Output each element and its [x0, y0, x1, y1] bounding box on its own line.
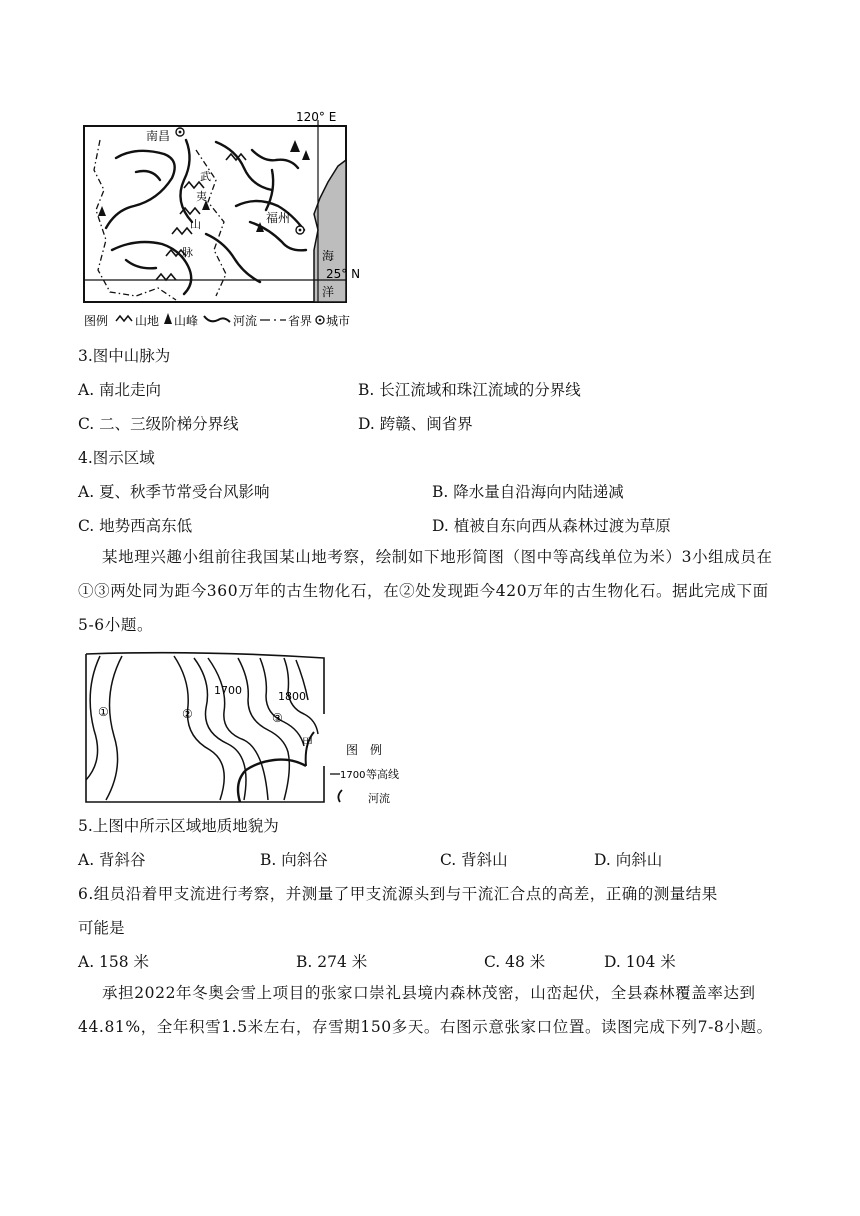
legend-contour-value: 1700: [340, 770, 366, 781]
city-fuzhou-label: 福州: [266, 211, 291, 225]
lon-label: 120° E: [296, 110, 337, 124]
point-3: ③: [272, 711, 283, 725]
q3-option-d: D. 跨赣、闽省界: [358, 415, 473, 433]
legend-peak-icon: [164, 313, 172, 324]
q6-option-d: D. 104 米: [604, 953, 676, 971]
contour-map: [78, 650, 418, 810]
elevation-1800: 1800: [278, 690, 306, 703]
q3-stem: 3.图中山脉为: [78, 347, 171, 365]
q5-option-a: A. 背斜谷: [78, 851, 146, 869]
wuyi-region-map: [76, 110, 366, 332]
legend-mountain: 山地: [135, 314, 160, 328]
point-2: ②: [182, 707, 193, 721]
q6-option-a: A. 158 米: [78, 953, 150, 971]
legend-river-icon: [204, 316, 230, 322]
lat-label: 25° N: [326, 267, 361, 281]
q6-stem-line2: 可能是: [78, 919, 125, 937]
mountain-label-4: 脉: [182, 246, 193, 259]
q5-option-b: B. 向斜谷: [260, 851, 328, 869]
city-nanchang-label: 南昌: [146, 129, 171, 143]
contour-lines: [86, 656, 318, 800]
sea-label-1: 海: [322, 249, 335, 263]
legend-border: 省界: [288, 314, 313, 328]
elevation-1700: 1700: [214, 684, 242, 697]
q6-stem-line1: 6.组员沿着甲支流进行考察，并测量了甲支流源头到与干流汇合点的高差，正确的测量结果: [78, 885, 718, 903]
q3-option-c: C. 二、三级阶梯分界线: [78, 415, 239, 433]
q5-stem: 5.上图中所示区域地质地貌为: [78, 817, 279, 835]
q6-option-c: C. 48 米: [484, 953, 546, 971]
q4-option-d: D. 植被自东向西从森林过渡为草原: [432, 517, 671, 535]
q4-option-b: B. 降水量自沿海向内陆递减: [432, 483, 624, 501]
legend-river-icon-2: [338, 790, 342, 802]
sea-label-2: 洋: [322, 285, 335, 299]
q5-option-d: D. 向斜山: [594, 851, 663, 869]
q5-option-c: C. 背斜山: [440, 851, 508, 869]
main-river: [238, 760, 306, 802]
city-nanchang: [176, 128, 184, 136]
q3-option-a: A. 南北走向: [78, 381, 162, 399]
legend-mountain-icon: [116, 316, 132, 321]
legend-river-2: 河流: [368, 792, 390, 805]
legend-river: 河流: [233, 314, 258, 328]
mountain-label-3: 山: [190, 218, 201, 231]
legend-contour: 等高线: [366, 768, 399, 781]
city-fuzhou: [296, 226, 304, 234]
legend-title: 图例: [84, 314, 109, 328]
q6-option-b: B. 274 米: [296, 953, 368, 971]
map1-legend: [84, 313, 350, 328]
q3-option-b: B. 长江流域和珠江流域的分界线: [358, 381, 581, 399]
q4-option-a: A. 夏、秋季节常受台风影响: [78, 483, 270, 501]
intro-q5-6: 某地理兴趣小组前往我国某山地考察，绘制如下地形简图（图中等高线单位为米）3小组成员在①③两处同为距今360万年的古生物化石，在②处发现距今420万年的古生物化石。据此完成下面5-6小题。: [78, 548, 773, 634]
mountain-label-1: 武: [200, 170, 211, 183]
legend-city: 城市: [326, 314, 351, 328]
legend-peak: 山峰: [174, 314, 199, 328]
intro-q7-8: 承担2022年冬奥会雪上项目的张家口崇礼县境内森林茂密，山峦起伏，全县森林覆盖率达到44.81%，全年积雪1.5米左右，存雪期150多天。右图示意张家口位置。读图完成下列7-8小题。: [78, 984, 773, 1036]
point-1: ①: [98, 705, 109, 719]
q4-option-c: C. 地势西高东低: [78, 517, 193, 535]
mountain-label-2: 夷: [196, 190, 207, 203]
q4-stem: 4.图示区域: [78, 449, 155, 467]
contour-legend-title: 图 例: [346, 743, 383, 757]
legend-city-icon: [316, 316, 324, 324]
label-jia: 甲: [302, 736, 313, 749]
